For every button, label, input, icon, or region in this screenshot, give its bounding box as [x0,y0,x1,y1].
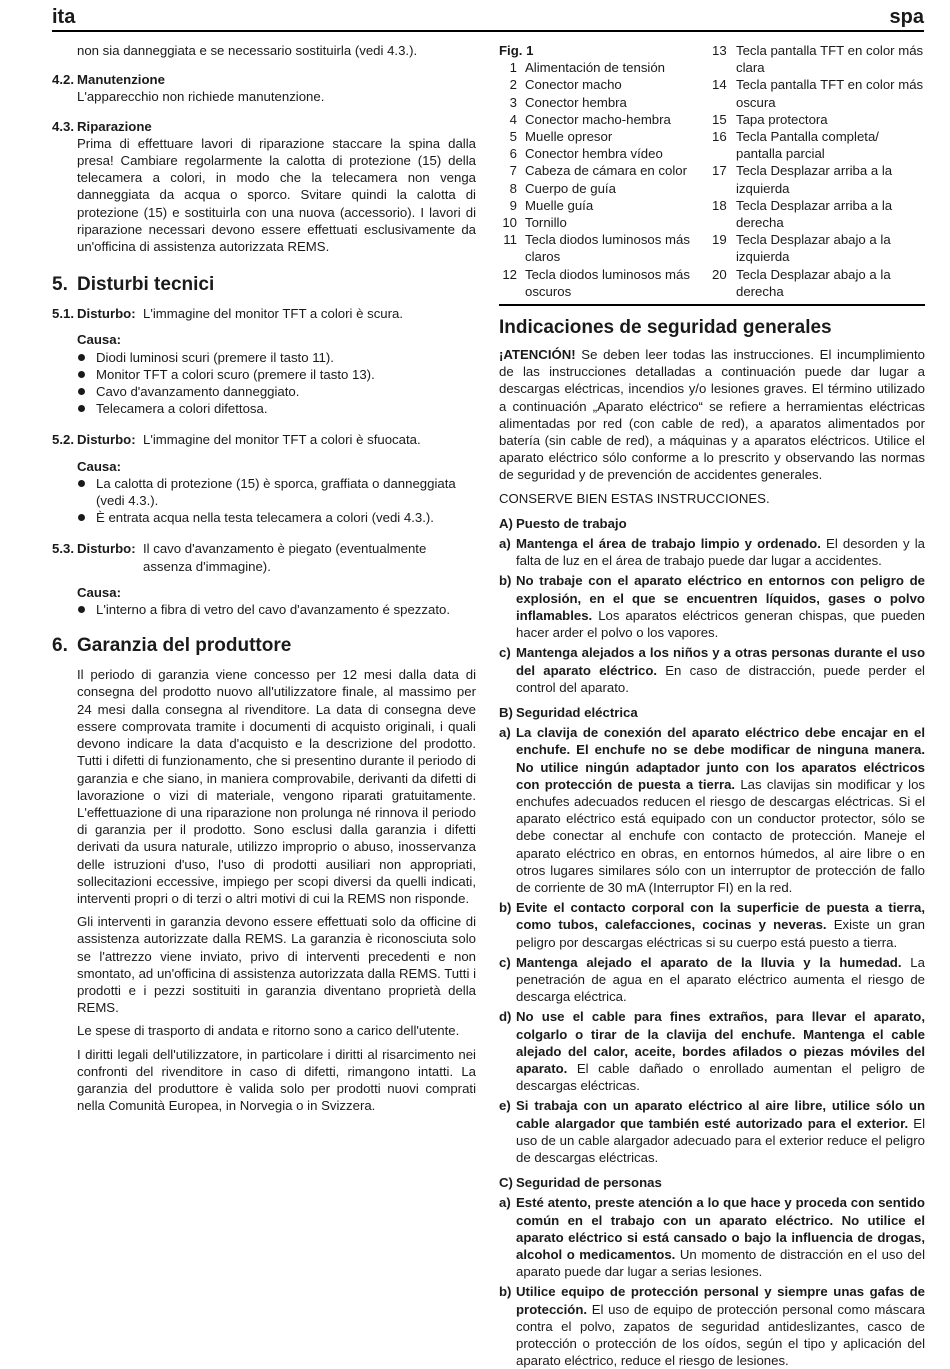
legend-text: Muelle opresor [525,129,613,145]
figure-legend-item [712,111,925,128]
figure-legend-item [499,76,712,93]
list-item [499,572,925,641]
list-item [499,724,925,896]
legend-text: Alimentación de tensión [525,60,666,76]
legend-text: Conector macho-hembra [525,111,671,127]
item-letter: a) [499,536,511,552]
figure-title: Fig. 1 [499,43,534,58]
warning-text: Se deben leer todas las instrucciones. El incumplimiento de las instrucciones detalladas a continuación puede dar lugar a descargas eléctricas, incendios y/o lesiones graves. El término utilizado a continuación „Aparato eléctrico“ se refiere a herramientas eléctricas alimentadas por red (con cable de red), a aparatos alimentados por batería (sin cable de red), a máquinas y a aparatos eléctricos. Utilice el aparato eléctrico sólo conforme a lo prescrito y observando las normas de seguridad y de prevención de accidentes generales. [499,347,925,483]
item-body [516,899,925,951]
item-text: El cable dañado o enrollado aumentan el peligro de descargas eléctricas. [516,1060,925,1094]
legend-text: Cuerpo de guía [525,180,616,196]
disturbo-text: L'immagine del monitor TFT a colori è scura. [143,306,404,322]
item-body [516,1008,925,1094]
figure-legend-item [499,128,712,145]
causa-list [52,601,476,618]
item-body [516,1194,925,1280]
item-body [516,1097,925,1166]
section-title: Riparazione [77,118,152,134]
section-seguridad-electrica [499,704,925,1166]
legend-text: Tecla diodos luminosos más oscuros [525,266,690,299]
safety-title: Indicaciones de seguridad generales [499,317,832,339]
section-text: L'apparecchio non richiede manutenzione. [77,89,325,105]
list-item [499,535,925,569]
figure-legend [499,42,925,306]
list-item [499,899,925,951]
legend-number: 14 [712,77,727,93]
figure-legend-item [712,266,925,300]
legend-number: 11 [503,232,517,248]
legend-number: 12 [502,266,517,282]
legend-number: 16 [712,129,727,145]
language-label-left: ita [52,6,76,28]
figure-legend-item [499,162,712,179]
item-letter: b) [499,573,512,589]
figure-legend-column-2 [712,42,925,300]
figure-legend-item [499,94,712,111]
item-bold-text: Mantenga alejado el aparato de la lluvia y la humedad. [516,954,902,970]
item-text: El desorden y la falta de luz en el área de trabajo puede dar lugar a accidentes. [516,536,926,569]
intro-text: non sia danneggiata e se necessario sostituirla (vedi 4.3.). [77,43,418,58]
right-column [499,42,925,1369]
item-text: En caso de distracción, puede perder el control del aparato. [516,662,925,695]
list-item [499,1008,925,1094]
page-header [52,4,924,32]
legend-number: 9 [509,197,517,213]
disturbo-label: Disturbo: [77,541,136,557]
item-text: Los aparatos eléctricos generan chispas, que pueden hacer arder el polvo o los vapores. [516,607,925,641]
list-item: La calotta di protezione (15) è sporca, graffiata o danneggiata (vedi 4.3.). [77,475,476,509]
section-title: Seguridad de personas [516,1175,662,1191]
legend-text: Tecla pantalla TFT en color más clara [736,43,924,76]
legend-text: Conector hembra vídeo [525,146,663,162]
item-letter: a) [499,1195,511,1211]
item-letter: b) [499,900,512,916]
disturbo-label: Disturbo: [77,306,136,322]
item-body [516,572,925,641]
legend-text: Tecla pantalla TFT en color más oscura [736,77,924,110]
figure-legend-item [712,76,925,110]
list-item: È entrata acqua nella testa telecamera a colori (vedi 4.3.). [77,509,476,526]
legend-text: Conector macho [525,77,622,93]
legend-number: 4 [509,111,517,127]
list-item: Telecamera a colori difettosa. [77,400,476,417]
legend-text: Muelle guía [525,197,594,213]
legend-number: 15 [712,111,727,127]
list-item: Diodi luminosi scuri (premere il tasto 11). [77,349,476,366]
item-text: El uso de equipo de protección personal como máscara contra el polvo, zapatos de seguridad antideslizantes, casco de protección o protección de los oídos, según el tipo y aplicación del aparato eléctrico, reduce el riesgo de lesiones. [516,1301,925,1369]
conserve-text: CONSERVE BIEN ESTAS INSTRUCCIONES. [499,490,770,506]
legend-number: 18 [712,197,727,213]
language-label-right: spa [889,6,924,28]
warning-paragraph [499,346,925,484]
list-item [499,644,925,696]
section-number: 4.3. [52,118,74,134]
legend-number: 10 [502,215,517,231]
legend-text: Tecla Desplazar abajo a la izquierda [736,232,891,265]
garanzia-paragraph: I diritti legali dell'utilizzatore, in particolare i diritti al risarcimento nei confronti del rivenditore in caso di difetti, rimangono intatti. La garanzia del produttore è valida solo per prodotti nuovi comprati nella Comunità Europea, in Norvegia o in Svizzera. [77,1046,476,1114]
item-bold-text: Si trabaja con un aparato eléctrico al aire libre, utilice sólo un cable alargador que también esté autorizado para el exterior. [516,1098,925,1131]
heading-number: 5. [52,274,68,296]
legend-text: Tornillo [525,215,567,231]
item-text: Las clavijas sin modificar y los enchufes adecuados reducen el riesgo de descargas eléctricas. Si el aparato eléctrico está equipado con un conductor protector, sólo se debe conectar al enchufe con contacto de protección. Maneje el aparato eléctrico en obras, en entornos húmedos, al aire libre o en otros lugares similares sólo con un interruptor de protección de fallo de corriente de 30 mA (Interruptor FI) en la red. [516,776,925,895]
section-letter: A) [499,515,513,531]
disturbo-number: 5.1. [52,306,74,322]
item-bold-text: Evite el contacto corporal con la superficie de puesta a tierra, como tubos, calefacciones, cocinas y neveras. [516,900,925,933]
garanzia-paragraph: Il periodo di garanzia viene concesso per 12 mesi dalla data di consegna del prodotto nuovo all'utilizzatore finale, al massimo per 24 mesi dalla consegna al rivenditore. La data di consegna deve essere comprovata tramite i documenti di acquisto originali, i quali devono indicare la data d'acquisto e la descrizione del prodotto. Tutti i difetti di funzionamento, che si presentino durante il periodo di garanzia e che siano, in maniera comprovabile, derivanti da difetti di lavorazione o vizi di materiale, vengono riparati gratuitamente. L'effettuazione di una riparazione non prolunga né rinnova il periodo di garanzia per il prodotto. Sono esclusi dalla garanzia i difetti derivati da usura naturale, utilizzo improprio o abuso, inosservanza delle istruzioni d'uso, l'uso di prodotti ausiliari non appropriati, sollecitazioni eccessive, impiego per scopi diversi da quelli indicati, interventi propri o di terzi o altri motivi di cui la REMS non risponde. [77,667,476,906]
section-letter: B) [499,704,513,720]
causa-label: Causa: [77,584,121,600]
list-item: Cavo d'avanzamento danneggiato. [77,383,476,400]
section-letter: C) [499,1175,513,1191]
item-text: La penetración de agua en el aparato eléctrico aumenta el riesgo de descarga eléctrica. [516,954,925,1005]
item-letter: c) [499,954,511,970]
item-bold-text: La clavija de conexión del aparato eléctrico debe encajar en el enchufe. El enchufe no se debe modificar de ninguna manera. No utilice ningún adaptador junto con los aparatos eléctricos con protección de puesta a tierra. [516,725,925,792]
item-bold-text: Utilice equipo de protección personal y siempre unas gafas de protección. [516,1284,925,1317]
legend-number: 13 [712,43,727,58]
legend-number: 1 [509,60,517,76]
legend-text: Tecla diodos luminosos más claros [525,232,690,265]
heading-title: Disturbi tecnici [77,274,215,296]
figure-legend-column-1 [499,42,712,300]
legend-text: Tecla Desplazar arriba a la izquierda [736,163,893,196]
item-bold-text: No use el cable para fines extraños, para llevar el aparato, colgarlo o tirar de la clavija del enchufe. Mantenga el cable alejado del calor, aceite, bordes afilados o piezas móviles del aparato. [516,1009,925,1076]
legend-number: 8 [509,180,517,196]
section-title: Seguridad eléctrica [516,704,638,720]
section-seguridad-de-personas [499,1174,925,1369]
legend-number: 20 [712,266,727,282]
section-heading [499,1174,925,1191]
figure-legend-item [712,197,925,231]
item-text: El uso de un cable alargador adecuado para el exterior reduce el peligro de descargas eléctricas. [516,1115,926,1165]
causa-list [52,475,476,527]
figure-legend-item [712,42,925,76]
causa-list [52,349,476,418]
list-item [499,1097,925,1166]
item-body [516,954,925,1006]
legend-text: Tecla Pantalla completa/ pantalla parcial [736,129,879,162]
figure-legend-item [712,231,925,265]
item-body [516,1283,925,1369]
disturbo-text: Il cavo d'avanzamento è piegato (eventualmente assenza d'immagine). [143,541,427,574]
section-heading [499,515,925,532]
disturbo-5-1 [52,305,476,417]
legend-number: 17 [712,163,727,179]
garanzia-paragraph: Gli interventi in garanzia devono essere effettuati solo da officine di assistenza autorizzate dalla REMS. La garanzia è riconosciuta solo se l'attrezzo viene inviato, privo di interventi precedenti e non smontato, ad un'officina di assistenza autorizzata dalla REMS. Tutti i prodotti e i pezzi sostituiti in garanzia diventano proprietà della REMS. [77,914,476,1016]
figure-legend-item [499,180,712,197]
section-text: Prima di effettuare lavori di riparazione staccare la spina dalla presa! Cambiare regolarmente la calotta di protezione (15) della telecamera a colori, in modo che la telecamera non venga danneggiata da acqua o sporco. Svitare quindi la calotta di protezione (15) e sostituirla con una nuova (accessorio). I lavori di riparazione necessari devono essere effettuati esclusivamente da un'officina di assistenza autorizzata REMS. [77,135,476,255]
legend-text: Conector hembra [525,94,627,110]
legend-number: 2 [509,77,517,93]
disturbo-5-3 [52,540,476,618]
section-4-2 [52,71,476,105]
heading-number: 6. [52,635,68,657]
figure-legend-item [712,128,925,162]
item-letter: b) [499,1284,512,1300]
section-title: Manutenzione [77,72,165,88]
item-text: Un momento de distracción en el uso del aparato puede dar lugar a serias lesiones. [516,1247,926,1280]
section-4-3 [52,118,476,256]
garanzia-paragraph: Le spese di trasporto di andata e ritorno sono a carico dell'utente. [77,1023,460,1039]
item-letter: a) [499,725,511,741]
disturbo-label: Disturbo: [77,432,136,448]
left-column [52,42,476,1114]
warning-label: ¡ATENCIÓN! [499,347,576,363]
disturbo-text: L'immagine del monitor TFT a colori è sfuocata. [143,432,421,448]
disturbo-number: 5.2. [52,432,74,448]
item-letter: c) [499,645,511,661]
legend-number: 5 [509,129,517,145]
list-item [499,1283,925,1369]
figure-legend-item [712,162,925,196]
legend-text: Tapa protectora [736,111,828,127]
section-title: Puesto de trabajo [516,515,627,531]
list-item [499,954,925,1006]
legend-number: 7 [509,163,517,179]
legend-text: Tecla Desplazar abajo a la derecha [736,266,891,299]
item-body [516,535,925,569]
list-item [499,1194,925,1280]
item-bold-text: Esté atento, preste atención a lo que hace y proceda con sentido común en el trabajo con un aparato eléctrico. No utilice el aparato eléctrico si está cansado o bajo la influencia de drogas, alcohol o medicamentos. [516,1195,925,1262]
figure-legend-item [499,111,712,128]
causa-label: Causa: [77,332,121,348]
heading-disturbi [52,273,476,297]
figure-legend-item [499,145,712,162]
list-item: L'interno a fibra di vetro del cavo d'avanzamento é spezzato. [77,601,476,618]
legend-text: Cabeza de cámara en color [525,163,688,179]
item-letter: e) [499,1098,511,1114]
heading-garanzia [52,634,476,658]
figure-legend-item [499,266,712,300]
item-body [516,644,925,696]
legend-number: 19 [712,232,727,248]
section-puesto-de-trabajo [499,515,925,696]
legend-text: Tecla Desplazar arriba a la derecha [736,197,893,231]
section-heading [499,704,925,721]
causa-label: Causa: [77,458,121,474]
legend-number: 3 [509,94,517,110]
disturbo-5-2 [52,431,476,526]
figure-legend-item [499,197,712,214]
heading-title: Garanzia del produttore [77,635,292,657]
item-bold-text: Mantenga el área de trabajo limpio y ordenado. [516,536,821,552]
item-bold-text: Mantenga alejados a los niños y a otras personas durante el uso del aparato eléctrico. [516,645,925,678]
figure-legend-item [499,231,712,265]
figure-legend-item [499,59,712,76]
item-body [516,724,925,896]
section-number: 4.2. [52,72,74,88]
item-text: Existe un gran peligro por descargas eléctricas si su cuerpo está puesto a tierra. [516,917,926,950]
item-letter: d) [499,1009,512,1025]
list-item: Monitor TFT a colori scuro (premere il tasto 13). [77,366,476,383]
disturbo-number: 5.3. [52,541,74,557]
legend-number: 6 [509,146,517,162]
item-bold-text: No trabaje con el aparato eléctrico en entornos con peligro de explosión, en el que se encuentren líquidos, gases o polvo inflamables. [516,573,925,623]
figure-legend-item [499,214,712,231]
